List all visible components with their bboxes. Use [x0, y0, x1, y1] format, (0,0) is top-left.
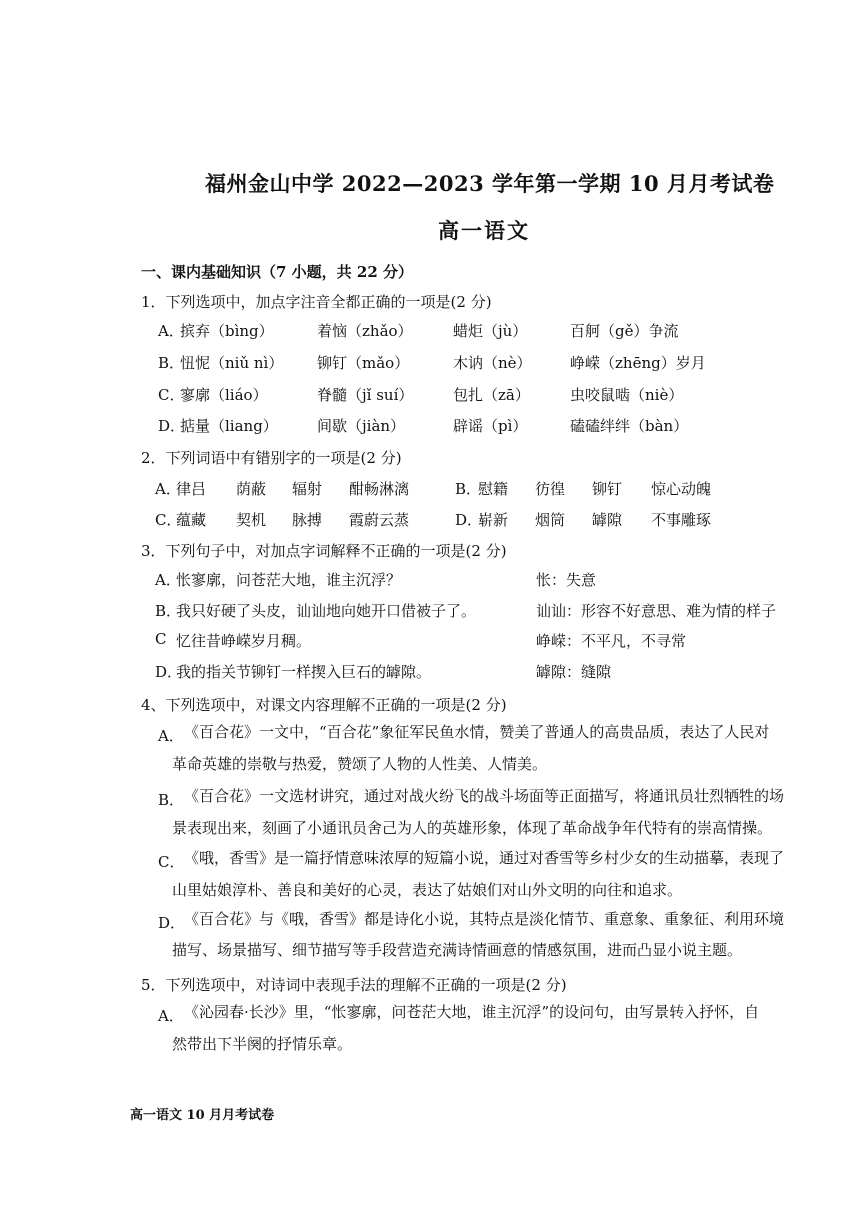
option-letter: D．: [455, 511, 483, 529]
option-item: 铆钉: [592, 480, 623, 498]
option-letter: A．: [158, 1007, 184, 1025]
option-item: 百舸（gě）争流: [570, 322, 679, 340]
option-sentence: 我的指关节铆钉一样揳入巨石的罅隙。: [176, 663, 432, 681]
option-item: 忸怩（niǔ nì）: [180, 354, 284, 372]
option-item: 铆钉（mǎo）: [317, 354, 410, 372]
question-3-stem: 3．下列句子中，对加点字词解释不正确的一项是(2 分): [141, 542, 507, 560]
option-item: 慰籍: [478, 480, 509, 498]
option-item: 脊髓（jǐ suí）: [317, 386, 414, 404]
option-item: 磕磕绊绊（bàn）: [570, 417, 689, 435]
option-letter: C．: [158, 853, 185, 871]
option-item: 虫咬鼠啮（niè）: [570, 386, 684, 404]
option-letter: A．: [155, 480, 181, 498]
exam-subtitle: 高一语文: [438, 218, 530, 243]
question-4-stem: 4、下列选项中，对课文内容理解不正确的一项是(2 分): [141, 696, 507, 714]
option-letter: D．: [158, 417, 186, 435]
option-item: 惊心动魄: [651, 480, 712, 498]
option-letter: B．: [155, 602, 182, 620]
option-item: 间歇（jiàn）: [317, 417, 406, 435]
option-gloss: 峥嵘：不平凡，不寻常: [536, 632, 687, 650]
option-letter: B．: [158, 791, 185, 809]
option-letter: B．: [158, 354, 185, 372]
option-item: 脉搏: [292, 511, 323, 529]
option-letter: A．: [158, 322, 184, 340]
option-text-line-2: 景表现出来，刻画了小通讯员舍己为人的英雄形象，体现了革命战争年代特有的崇高情操。: [172, 819, 773, 837]
option-item: 契机: [236, 511, 267, 529]
option-letter: C．: [155, 511, 182, 529]
option-item: 辟谣（pì）: [453, 417, 528, 435]
option-item: 荫蔽: [236, 480, 267, 498]
option-item: 彷徨: [535, 480, 566, 498]
option-letter: C: [155, 630, 167, 648]
option-item: 掂量（liang）: [180, 417, 278, 435]
option-gloss: 讪讪：形容不好意思、难为情的样子: [536, 602, 777, 620]
option-item: 木讷（nè）: [453, 354, 532, 372]
question-5-stem: 5．下列选项中，对诗词中表现手法的理解不正确的一项是(2 分): [141, 976, 567, 994]
option-item: 崭新: [478, 511, 509, 529]
option-sentence: 我只好硬了头皮，讪讪地向她开口借被子了。: [176, 602, 477, 620]
option-text-line-1: 《百合花》一文选材讲究，通过对战火纷飞的战斗场面等正面描写，将通讯员壮烈牺牲的场: [184, 787, 785, 805]
option-item: 寥廓（liáo）: [180, 386, 268, 404]
option-item: 蕴藏: [176, 511, 207, 529]
option-item: 罅隙: [592, 511, 623, 529]
option-text-line-2: 描写、场景描写、细节描写等手段营造充满诗情画意的情感氛围，进而凸显小说主题。: [172, 941, 743, 959]
option-text-line-1: 《百合花》与《哦，香雪》都是诗化小说，其特点是淡化情节、重意象、重象征、利用环境: [184, 910, 785, 928]
option-item: 酣畅淋漓: [349, 480, 410, 498]
option-item: 辐射: [292, 480, 323, 498]
option-sentence: 忆往昔峥嵘岁月稠。: [176, 632, 312, 650]
option-text-line-2: 山里姑娘淳朴、善良和美好的心灵，表达了姑娘们对山外文明的向往和追求。: [172, 881, 683, 899]
section-heading: 一、课内基础知识（7 小题，共 22 分）: [141, 263, 413, 281]
option-item: 摈弃（bìng）: [180, 322, 274, 340]
option-text-line-2: 然带出下半阕的抒情乐章。: [172, 1035, 353, 1053]
option-letter: C．: [158, 386, 185, 404]
option-item: 包扎（zā）: [453, 386, 530, 404]
option-item: 律吕: [176, 480, 207, 498]
question-1-stem: 1．下列选项中，加点字注音全都正确的一项是(2 分): [141, 293, 492, 311]
option-letter: A．: [155, 571, 181, 589]
option-text-line-2: 革命英雄的崇敬与热爱，赞颂了人物的人性美、人情美。: [172, 755, 548, 773]
option-letter: D．: [155, 663, 183, 681]
option-text-line-1: 《哦，香雪》是一篇抒情意味浓厚的短篇小说，通过对香雪等乡村少女的生动描摹，表现了: [184, 849, 785, 867]
option-gloss: 罅隙：缝隙: [536, 663, 612, 681]
exam-title: 福州金山中学 2022—2023 学年第一学期 10 月月考试卷: [205, 171, 775, 196]
option-item: 着恼（zhǎo）: [317, 322, 413, 340]
option-item: 峥嵘（zhēng）岁月: [570, 354, 706, 372]
option-letter: B．: [455, 480, 482, 498]
question-2-stem: 2．下列词语中有错别字的一项是(2 分): [141, 449, 402, 467]
option-letter: D．: [158, 914, 186, 932]
option-text-line-1: 《百合花》一文中，“百合花”象征军民鱼水情，赞美了普通人的高贵品质，表达了人民对: [184, 723, 770, 741]
option-gloss: 怅：失意: [536, 571, 597, 589]
option-sentence: 怅寥廓，问苍茫大地，谁主沉浮？: [176, 571, 402, 589]
option-item: 烟筒: [535, 511, 566, 529]
option-item: 蜡炬（jù）: [453, 322, 528, 340]
option-text-line-1: 《沁园春·长沙》里，“怅寥廓，问苍茫大地，谁主沉浮”的设问句，由写景转入抒怀，自: [184, 1003, 760, 1021]
option-item: 霞蔚云蒸: [349, 511, 410, 529]
page-footer: 高一语文 10 月月考试卷: [130, 1108, 275, 1123]
option-letter: A．: [158, 727, 184, 745]
option-item: 不事雕琢: [651, 511, 712, 529]
